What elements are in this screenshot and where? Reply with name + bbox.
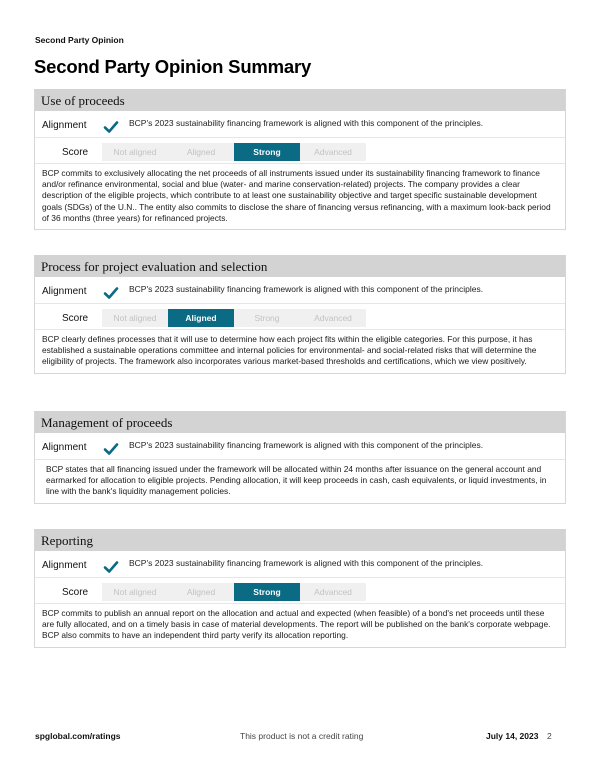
score-not-aligned: Not aligned	[102, 309, 168, 327]
alignment-text: BCP's 2023 sustainability financing framework is aligned with this component of the principles.	[129, 118, 484, 128]
alignment-text: BCP's 2023 sustainability financing framework is aligned with this component of the principles.	[129, 284, 484, 294]
score-advanced: Advanced	[300, 143, 366, 161]
page-number: 2	[547, 731, 552, 741]
score-strong: Strong	[234, 583, 300, 601]
score-aligned: Aligned	[168, 309, 234, 327]
section-title: Process for project evaluation and selection	[35, 255, 565, 277]
alignment-text: BCP's 2023 sustainability financing framework is aligned with this component of the principles.	[129, 558, 484, 568]
score-strong: Strong	[234, 143, 300, 161]
score-aligned: Aligned	[168, 143, 234, 161]
alignment-row	[35, 277, 565, 303]
score-scale	[102, 583, 366, 601]
alignment-row	[35, 433, 565, 459]
alignment-text: BCP's 2023 sustainability financing framework is aligned with this component of the principles.	[129, 440, 484, 450]
footer-disclaimer: This product is not a credit rating	[240, 731, 364, 741]
score-not-aligned: Not aligned	[102, 583, 168, 601]
section-management-of-proceeds	[34, 411, 566, 504]
section-title: Management of proceeds	[35, 411, 565, 433]
score-row	[35, 303, 565, 329]
page-title: Second Party Opinion Summary	[34, 56, 312, 77]
section-title: Reporting	[35, 529, 565, 551]
checkmark-icon	[103, 441, 119, 457]
alignment-label: Alignment	[42, 286, 87, 297]
score-scale	[102, 143, 366, 161]
score-row	[35, 577, 565, 603]
score-label: Score	[62, 147, 89, 158]
section-use-of-proceeds	[34, 89, 566, 230]
score-advanced: Advanced	[300, 583, 366, 601]
score-row	[35, 137, 565, 163]
alignment-row	[35, 111, 565, 137]
footer-date: July 14, 2023	[486, 731, 539, 741]
footer-site-link[interactable]: spglobal.com/ratings	[35, 731, 121, 741]
section-title: Use of proceeds	[35, 89, 565, 111]
checkmark-icon	[103, 119, 119, 135]
score-advanced: Advanced	[300, 309, 366, 327]
alignment-row	[35, 551, 565, 577]
score-scale	[102, 309, 366, 327]
score-strong: Strong	[234, 309, 300, 327]
score-label: Score	[62, 587, 89, 598]
alignment-label: Alignment	[42, 560, 87, 571]
score-not-aligned: Not aligned	[102, 143, 168, 161]
alignment-label: Alignment	[42, 442, 87, 453]
running-header: Second Party Opinion	[35, 35, 124, 45]
section-project-evaluation	[34, 255, 566, 374]
score-aligned: Aligned	[168, 583, 234, 601]
score-label: Score	[62, 313, 89, 324]
checkmark-icon	[103, 559, 119, 575]
section-description: BCP clearly defines processes that it will use to determine how each project fits within the eligible categories. For this purpose, it has established a sustainable operations committee and internal policies for environmental- and social-related risks that will determine the eligibility of projects. The framework also incorporates various market-based thresholds and certifications, which we view positively.	[35, 329, 565, 373]
alignment-label: Alignment	[42, 120, 87, 131]
checkmark-icon	[103, 285, 119, 301]
section-description: BCP commits to exclusively allocating the net proceeds of all instruments issued under its sustainability financing framework to finance and/or refinance environmental, social and blue (water- and marine conservation-related) projects. The company provides a clear description of the eligible projects, which contribute to at least one sustainability objective and target specific sustainable development goals (SDGs) of the U.N.. The entity also commits to disclose the share of financing versus refinancing, with a maximum look-back period of 36 months (three years) for refinanced projects.	[35, 163, 565, 229]
section-description: BCP commits to publish an annual report on the allocation and actual and expected (when feasible) of a bond's net proceeds until these are fully allocated, and on a timely basis in case of material developments. The report will be published on the bank's corporate webpage. BCP also commits to have an independent third party verify its allocation reporting.	[35, 603, 565, 647]
section-reporting	[34, 529, 566, 648]
section-description: BCP states that all financing issued under the framework will be allocated within 24 months after issuance on the general account and earmarked for allocation to eligible projects. Pending allocation, it will keep proceeds in cash, cash equivalents, or liquid investments, in line with the bank's liquidity management policies.	[35, 459, 565, 503]
